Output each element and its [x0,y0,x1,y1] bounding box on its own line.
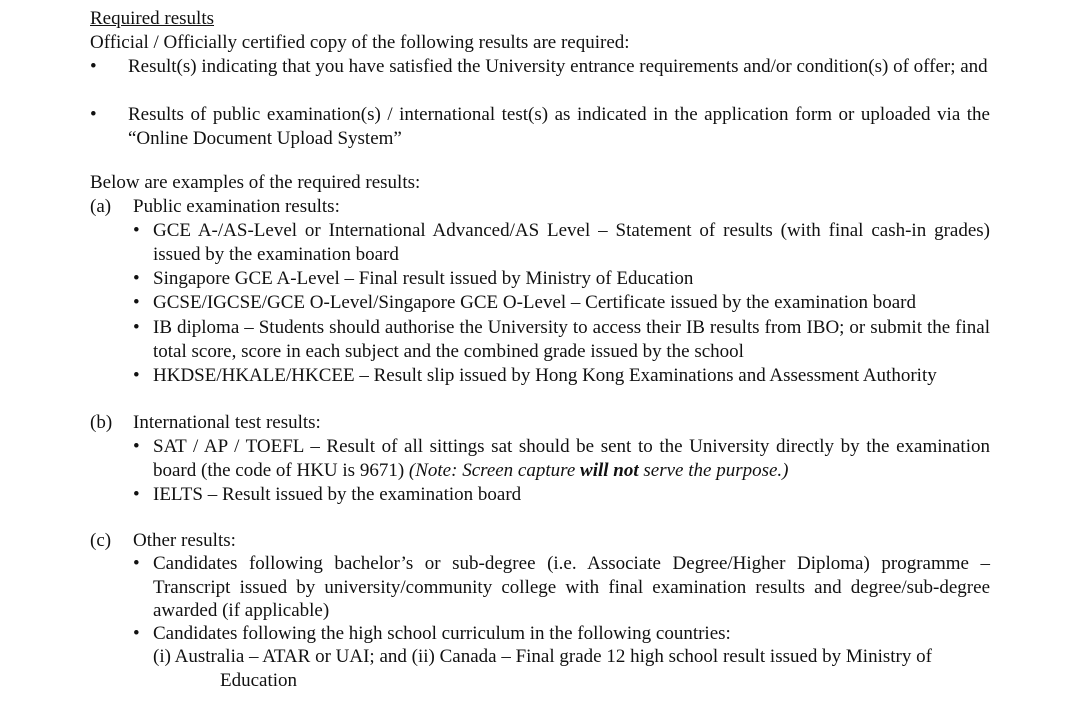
countries-list [153,645,990,692]
intro-text: Official / Officially certified copy of the following results are required: [90,32,630,53]
countries-continuation: Education [220,669,298,691]
bullet: • [90,56,97,77]
countries-line: (i) Australia – ATAR or UAI; and (ii) Canada – Final grade 12 high school result issued by Ministry of [153,646,932,667]
note-end: serve the purpose.) [638,459,789,481]
list-item: GCE A-/AS-Level or International Advanced/AS Level – Statement of results (with final cash-in grades) issued by the examination board [153,220,990,265]
bullet: • [133,317,140,338]
required-item: Results of public examination(s) / international test(s) as indicated in the application form or uploaded via the “Online Document Upload System” [128,104,990,149]
bullet: • [133,220,140,241]
section-label: (b) [90,412,113,433]
list-item: Singapore GCE A-Level – Final result issued by Ministry of Education [153,268,694,289]
list-item: Candidates following bachelor’s or sub-degree (i.e. Associate Degree/Higher Diploma) programme – Transcript issued by university/community college with final examination results and degree/sub-degree awarded (if applicable) [153,553,990,621]
section-title: Other results: [133,530,236,551]
section-label: (a) [90,196,112,217]
bullet: • [133,268,140,289]
bullet: • [133,436,140,457]
section-title: Public examination results: [133,196,340,217]
note-start: (Note: Screen capture [408,459,581,481]
list-item: IELTS – Result issued by the examination board [153,484,522,505]
list-item: Candidates following the high school curriculum in the following countries: [153,623,731,644]
bullet: • [133,365,140,386]
section-title: International test results: [133,412,321,433]
bullet: • [133,484,140,505]
list-item: HKDSE/HKALE/HKCEE – Result slip issued by Hong Kong Examinations and Assessment Authority [153,365,937,386]
sat-text: SAT / AP / TOEFL – Result of all sittings sat should be sent to the University directly by the examination board (the code of HKU is 9671) [153,436,990,481]
bullet: • [133,553,140,574]
section-label: (c) [90,530,112,551]
list-item: GCSE/IGCSE/GCE O-Level/Singapore GCE O-Level – Certificate issued by the examination board [153,292,916,313]
bullet: • [133,623,140,644]
note-italic [409,460,789,481]
note-bold: will not [580,459,639,481]
list-item [153,435,990,482]
bullet: • [133,292,140,313]
list-item: IB diploma – Students should authorise the University to access their IB results from IBO; or submit the final total score, score in each subject and the combined grade issued by the school [153,317,990,362]
required-item: Result(s) indicating that you have satisfied the University entrance requirements and/or condition(s) of offer; and [128,56,988,77]
bullet: • [90,104,97,125]
section-heading: Required results [90,8,215,29]
examples-intro: Below are examples of the required results: [90,172,421,193]
